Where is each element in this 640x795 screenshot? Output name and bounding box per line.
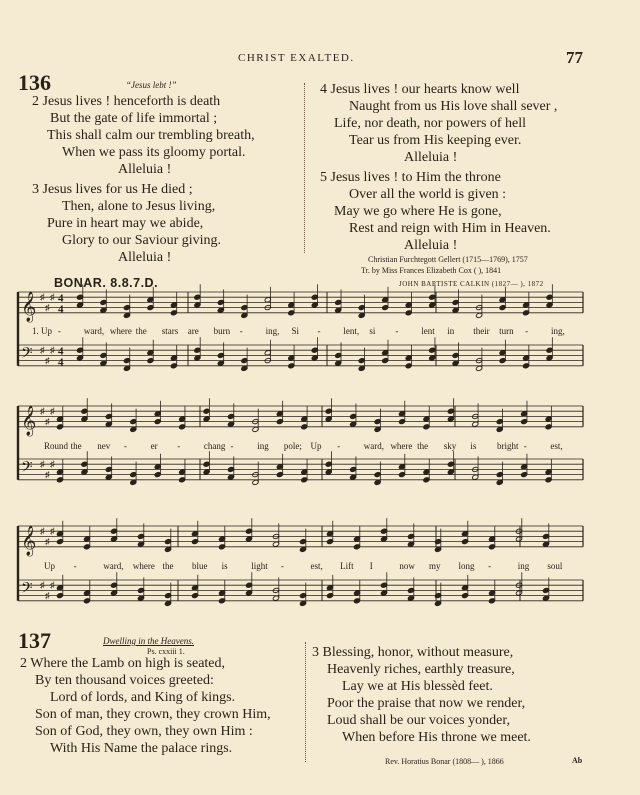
h136-v5-l5: Alleluia ! xyxy=(404,238,458,253)
h137-v3-l1: 3 Blessing, honor, without measure, xyxy=(312,645,514,660)
h136-author: Christian Furchtegott Gellert (1715—1769), 1757 xyxy=(368,255,528,264)
time-signature: 4 xyxy=(58,303,64,316)
lyric-syllable: ward, xyxy=(363,441,385,451)
sharp-icon: ♯ xyxy=(40,459,45,470)
lyric-syllable: - xyxy=(177,441,181,451)
h136-v2-l3: This shall calm our trembling breath, xyxy=(47,128,255,143)
sharp-icon: ♯ xyxy=(45,355,50,366)
h136-v2-l5: Alleluia ! xyxy=(118,162,172,177)
sharp-icon: ♯ xyxy=(50,580,55,591)
sharp-icon: ♯ xyxy=(45,590,50,601)
lyric-syllable: long xyxy=(458,561,475,571)
lyric-syllable: est, xyxy=(550,441,563,451)
lyric-syllable: the xyxy=(162,561,174,571)
composer: JOHN BAPTISTE CALKIN (1827— ), 1872 xyxy=(399,280,544,288)
h136-v5-l3: May we go where He is gone, xyxy=(334,204,502,219)
lyric-syllable: ward, xyxy=(83,326,105,336)
h137-v3-l6: When before His throne we meet. xyxy=(342,730,531,745)
h136-v2-l4: When we pass its gloomy portal. xyxy=(62,145,246,160)
h136-v3-l4: Glory to our Saviour giving. xyxy=(62,233,222,248)
sharp-icon: ♯ xyxy=(50,345,55,356)
h137-meter-mark: Ab xyxy=(572,756,583,765)
lyric-syllable: - xyxy=(523,441,527,451)
lyric-syllable: - xyxy=(525,326,529,336)
lyric-syllable: sky xyxy=(443,441,457,451)
lyric-syllable: nev xyxy=(97,441,111,451)
sharp-icon: ♯ xyxy=(50,459,55,470)
bass-clef-icon: 𝄢 xyxy=(21,458,33,480)
treble-clef-icon: 𝄞 xyxy=(21,405,37,436)
h137-v3-l3: Lay we at His blessèd feet. xyxy=(342,679,493,694)
lyric-syllable: - xyxy=(57,326,61,336)
h137-v3-l2: Heavenly riches, earthly treasure, xyxy=(327,662,515,677)
lyric-syllable: where xyxy=(132,561,155,571)
lyric-syllable: - xyxy=(73,561,77,571)
bass-clef-icon: 𝄢 xyxy=(21,579,33,601)
lyric-syllable: ward, xyxy=(103,561,124,571)
h136-v5-l4: Rest and reign with Him in Heaven. xyxy=(349,221,551,236)
h137-v2-l6: With His Name the palace rings. xyxy=(50,741,233,756)
lyric-syllable: Up xyxy=(44,561,55,571)
h137-v2-l2: By ten thousand voices greeted: xyxy=(35,673,214,688)
page-number: 77 xyxy=(566,48,583,67)
lyric-syllable: pole; xyxy=(283,441,302,451)
sharp-icon: ♯ xyxy=(45,416,50,427)
sharp-icon: ♯ xyxy=(40,406,45,417)
lyric-syllable: are xyxy=(187,326,199,336)
lyric-syllable: where xyxy=(109,326,132,336)
lyric-syllable: - xyxy=(317,326,321,336)
lyric-syllable: turn xyxy=(499,326,514,336)
lyric-syllable: er xyxy=(150,441,158,451)
lyric-syllable: - xyxy=(123,441,127,451)
h136-translator: Tr. by Miss Frances Elizabeth Cox ( ), 1841 xyxy=(361,266,502,275)
sharp-icon: ♯ xyxy=(40,580,45,591)
bass-clef-icon: 𝄢 xyxy=(21,344,33,366)
h136-v2-l1: 2 Jesus lives ! henceforth is death xyxy=(32,94,221,109)
h137-author: Rev. Horatius Bonar (1808— ), 1866 xyxy=(385,757,504,766)
lyric-syllable: - xyxy=(395,326,399,336)
lyric-syllable: ing, xyxy=(265,326,280,336)
lyric-syllable: their xyxy=(473,326,490,336)
lyric-syllable: - xyxy=(488,561,492,571)
lyric-syllable: my xyxy=(428,561,441,571)
lyric-syllable: bright xyxy=(497,441,519,451)
lyric-syllable: Lift xyxy=(340,561,354,571)
lyric-syllable: Si xyxy=(291,326,300,336)
column-divider-137 xyxy=(305,642,307,762)
lyric-syllable: - xyxy=(239,326,243,336)
sharp-icon: ♯ xyxy=(50,526,55,537)
sharp-icon: ♯ xyxy=(45,536,50,547)
h137-v3-l4: Poor the praise that now we render, xyxy=(327,696,526,711)
lyric-syllable: Up xyxy=(310,441,322,451)
lyric-syllable: Round xyxy=(44,441,69,451)
tune-name: BONAR. 8.8.7.D. xyxy=(54,276,159,290)
sharp-icon: ♯ xyxy=(40,345,45,356)
sharp-icon: ♯ xyxy=(50,292,55,303)
lyric-syllable: is xyxy=(470,441,477,451)
h136-v2-l2: But the gate of life immortal ; xyxy=(50,111,218,126)
h136-v3-l2: Then, alone to Jesus living, xyxy=(62,199,216,214)
hymn-number-136: 136 xyxy=(18,70,51,95)
lyric-syllable: - xyxy=(337,441,341,451)
sharp-icon: ♯ xyxy=(40,526,45,537)
lyric-syllable: I xyxy=(369,561,373,571)
h136-v4-l3: Life, nor death, nor powers of hell xyxy=(334,116,527,131)
sharp-icon: ♯ xyxy=(50,406,55,417)
lyric-syllable: lent, xyxy=(343,326,360,336)
lyric-syllable: - xyxy=(280,561,284,571)
h136-v3-l1: 3 Jesus lives for us He died ; xyxy=(32,182,193,197)
h136-v5-l2: Over all the world is given : xyxy=(349,187,507,202)
lyric-syllable: - xyxy=(230,441,234,451)
lyric-syllable: si xyxy=(369,326,376,336)
h136-v4-l4: Tear us from His keeping ever. xyxy=(349,133,522,148)
lyric-syllable: ing xyxy=(517,561,530,571)
h136-v3-l5: Alleluia ! xyxy=(118,250,172,265)
lyric-syllable: the xyxy=(70,441,82,451)
lyric-syllable: is xyxy=(221,561,228,571)
lyric-syllable: light xyxy=(251,561,268,571)
hymn-number-137: 137 xyxy=(18,628,51,653)
h136-v4-l1: 4 Jesus lives ! our hearts know well xyxy=(320,82,520,97)
lyric-syllable: ing, xyxy=(551,326,565,336)
h136-v4-l2: Naught from us His love shall sever , xyxy=(349,99,558,114)
lyric-syllable: soul xyxy=(547,561,563,571)
time-signature: 4 xyxy=(58,292,64,305)
lyric-syllable: 1. Up xyxy=(32,326,52,336)
lyric-syllable: stars xyxy=(161,326,179,336)
h137-v2-l1: 2 Where the Lamb on high is seated, xyxy=(20,656,226,671)
lyric-syllable: the xyxy=(417,441,429,451)
treble-clef-icon: 𝄞 xyxy=(21,525,37,556)
hymn-137-psalm: Ps. cxxiii 1. xyxy=(147,647,185,656)
time-signature: 4 xyxy=(58,345,64,358)
h137-v3-l5: Loud shall be our voices yonder, xyxy=(327,713,510,728)
lyric-syllable: ing xyxy=(257,441,269,451)
running-header: CHRIST EXALTED. xyxy=(238,52,355,64)
h137-v2-l5: Son of God, they own, they own Him : xyxy=(35,724,253,739)
column-divider-136 xyxy=(304,83,306,253)
lyric-syllable: now xyxy=(399,561,415,571)
lyric-syllable: burn xyxy=(213,326,231,336)
lyric-syllable: chang xyxy=(203,441,226,451)
h137-v2-l3: Lord of lords, and King of kings. xyxy=(50,690,236,705)
lyric-syllable: lent xyxy=(421,326,435,336)
h136-v4-l5: Alleluia ! xyxy=(404,150,458,165)
h137-v2-l4: Son of man, they crown, they crown Him, xyxy=(35,707,271,722)
hymn-136-source: “Jesus lebt !” xyxy=(126,80,177,90)
sharp-icon: ♯ xyxy=(45,302,50,313)
hymn-137-source: Dwelling in the Heavens. xyxy=(103,636,194,646)
sharp-icon: ♯ xyxy=(40,292,45,303)
lyric-syllable: where xyxy=(390,441,413,451)
lyric-syllable: est, xyxy=(310,561,323,571)
treble-clef-icon: 𝄞 xyxy=(21,291,37,322)
h136-v5-l1: 5 Jesus lives ! to Him the throne xyxy=(320,170,501,185)
lyric-syllable: blue xyxy=(192,561,208,571)
h136-v3-l3: Pure in heart may we abide, xyxy=(47,216,204,231)
lyric-syllable: the xyxy=(135,326,147,336)
lyric-syllable: in xyxy=(447,326,455,336)
time-signature: 4 xyxy=(58,356,64,369)
sharp-icon: ♯ xyxy=(45,469,50,480)
